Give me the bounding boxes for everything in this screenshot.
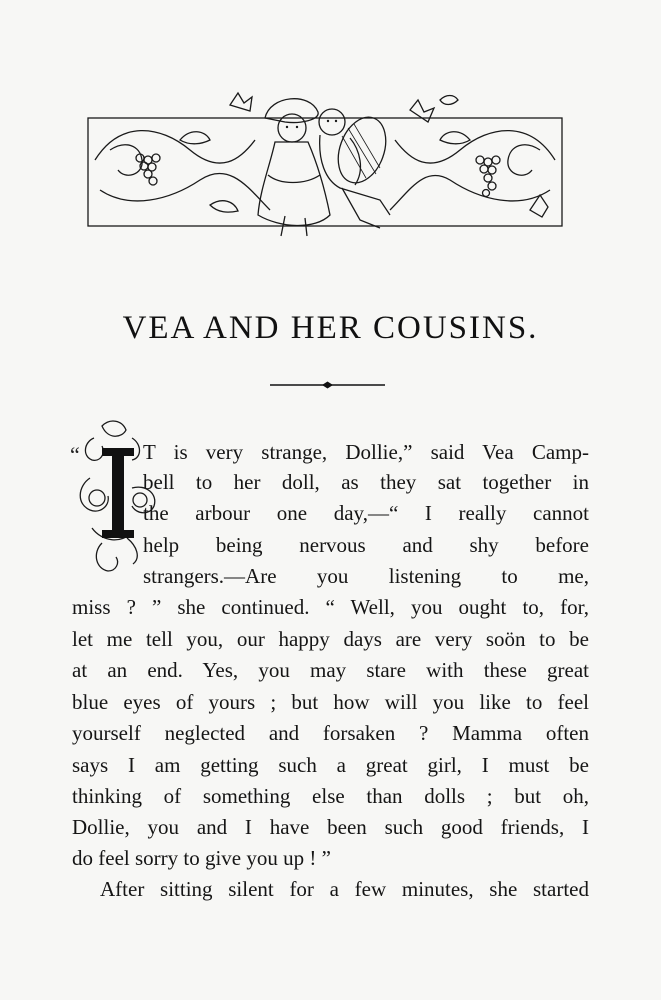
text-line: miss ? ” she continued. “ Well, you ought to, for, [72, 595, 589, 619]
text-line: thinking of something else than dolls ; but oh, [72, 784, 589, 808]
drop-cap-letter-shape [102, 448, 134, 538]
text-line: says I am getting such a great girl, I must be [72, 753, 589, 777]
ornamental-divider [270, 380, 385, 390]
text-line: let me tell you, our happy days are very soön to be [72, 627, 589, 651]
text-line: T is very strange, Dollie,” said Vea Camp- [143, 440, 589, 464]
text-line: bell to her doll, as they sat together in [143, 470, 589, 494]
drop-cap-letter: I [117, 518, 119, 519]
text-line: help being nervous and shy before [143, 533, 589, 557]
text-line: strangers.—Are you listening to me, [143, 564, 589, 588]
opening-quote-mark: “ [70, 442, 80, 467]
text-line: yourself neglected and forsaken ? Mamma often [72, 721, 589, 745]
text-line: Dollie, you and I have been such good friends, I [72, 815, 589, 839]
page-title: VEA AND HER COUSINS. [122, 310, 539, 346]
text-line: do feel sorry to give you up ! ” [72, 846, 331, 870]
paragraph-2-first-line: After sitting silent for a few minutes, she started [100, 877, 589, 901]
text-line: blue eyes of yours ; but how will you like to feel [72, 690, 589, 714]
text-line: the arbour one day,—“ I really cannot [143, 501, 589, 525]
headpiece-illustration [80, 80, 570, 260]
text-line: at an end. Yes, you may stare with these great [72, 658, 589, 682]
